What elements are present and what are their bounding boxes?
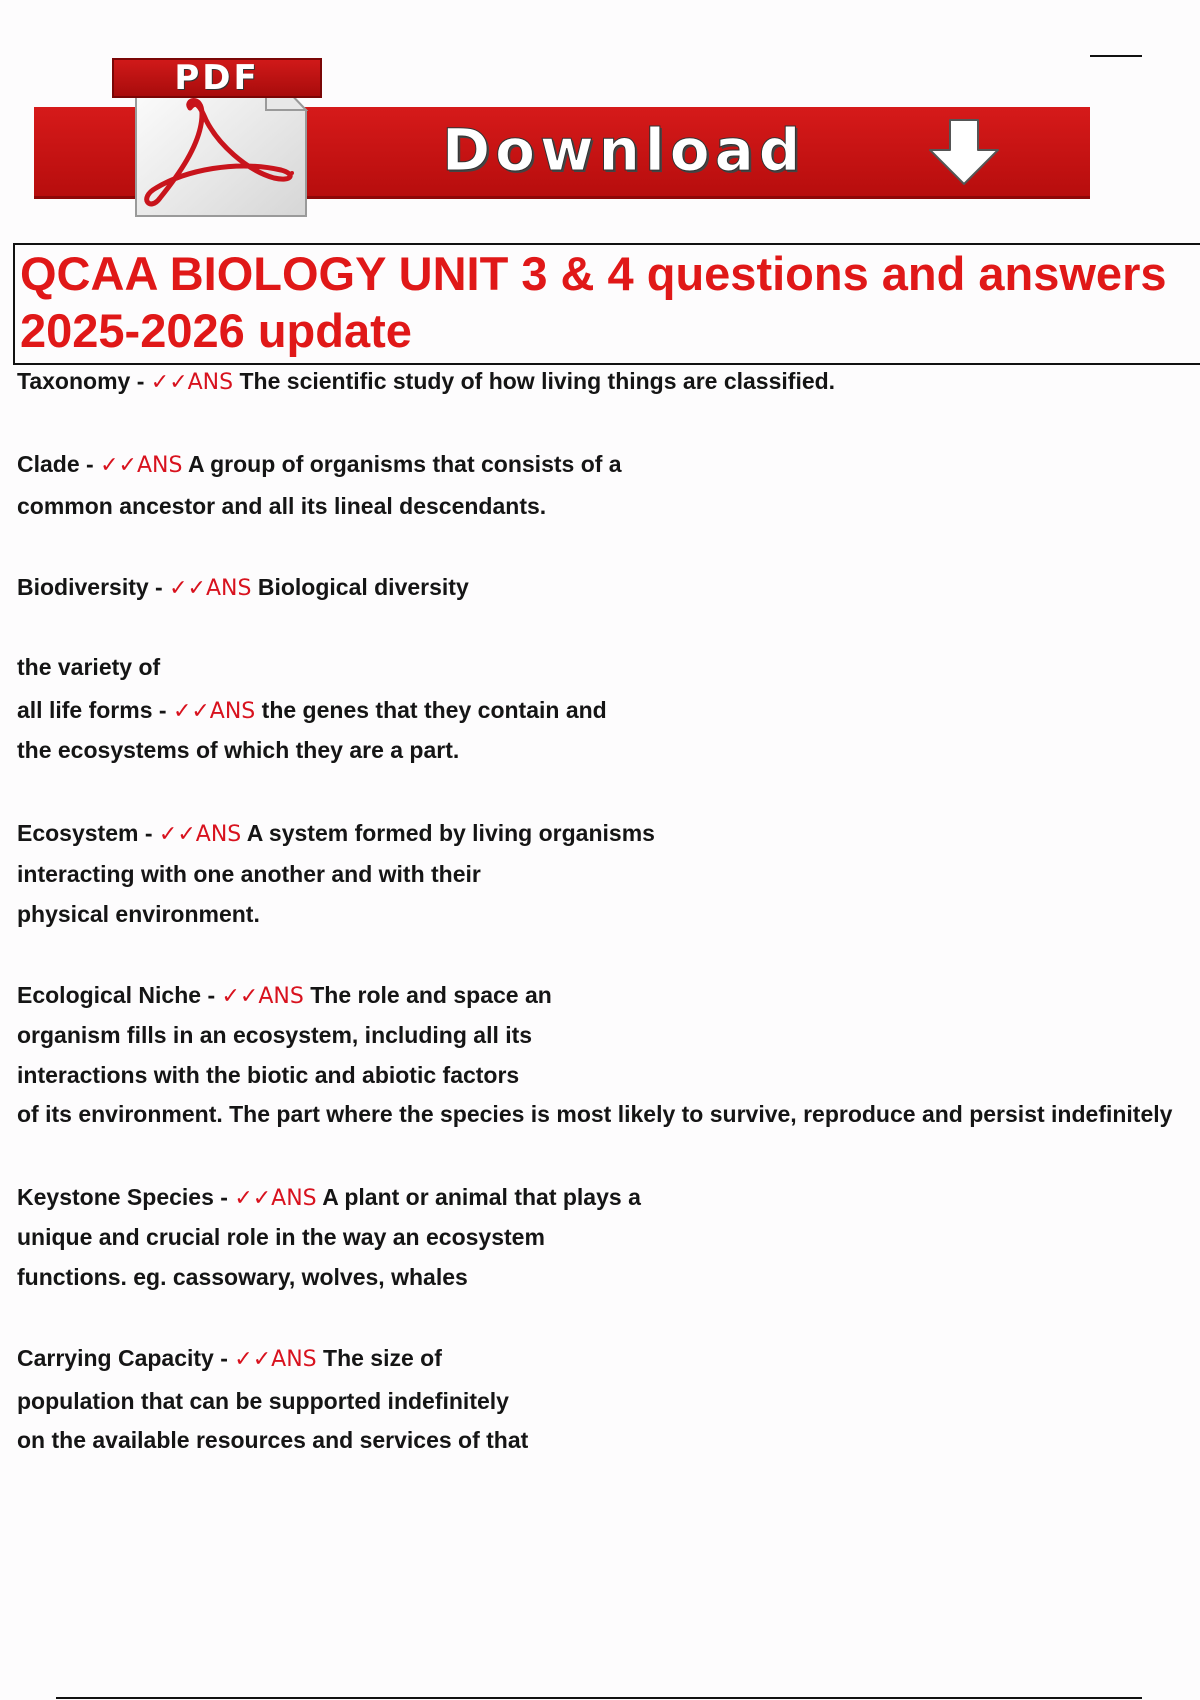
download-label[interactable]: Download [442,116,806,184]
qa-entry-carrying-capacity [17,1344,442,1374]
qa-answer-line: population that can be supported indefinitely [17,1388,509,1414]
pdf-label: PDF [112,58,322,98]
qa-answer-line: of its environment. The part where the species is most likely to survive, reproduce and persist indefinitely [17,1101,1173,1127]
qa-answer: A system formed by living organisms [241,820,655,846]
answer-marker: ✓✓ANS [169,576,252,601]
answer-marker: ✓✓ANS [221,984,304,1009]
qa-term: all life forms - [17,697,173,723]
answer-marker: ✓✓ANS [100,453,183,478]
qa-term: Clade - [17,451,101,477]
qa-answer-line: the ecosystems of which they are a part. [17,737,460,763]
document-title: QCAA BIOLOGY UNIT 3 & 4 questions and answers [20,247,1167,300]
qa-term: Ecosystem - [17,820,159,846]
qa-answer-line: on the available resources and services of that [17,1427,529,1453]
qa-answer-line: functions. eg. cassowary, wolves, whales [17,1264,468,1290]
document-subtitle: 2025-2026 update [20,304,412,357]
qa-term: Carrying Capacity - [17,1345,235,1371]
qa-answer-line: organism fills in an ecosystem, including all its [17,1022,533,1048]
qa-term: Taxonomy - [17,368,151,394]
answer-marker: ✓✓ANS [234,1347,317,1372]
answer-marker: ✓✓ANS [172,699,256,724]
qa-answer-line: interacting with one another and with their [17,861,481,887]
qa-answer: The scientific study of how living things are classified. [233,368,836,394]
qa-entry-taxonomy [17,367,835,397]
qa-term: Ecological Niche - [17,982,222,1008]
qa-answer: A group of organisms that consists of a [182,451,622,477]
answer-marker: ✓✓ANS [158,822,242,847]
document-title-box [13,243,1200,365]
qa-entry-keystone-species [17,1183,641,1213]
qa-entry-ecosystem [17,819,655,849]
top-right-rule [1090,55,1142,57]
qa-answer: Biological diversity [251,574,469,600]
pdf-download-banner[interactable] [34,40,1090,220]
qa-answer-line: interactions with the biotic and abiotic factors [17,1062,520,1088]
qa-entry-all-life-forms [17,696,607,726]
answer-marker: ✓✓ANS [150,370,234,395]
qa-answer-line: unique and crucial role in the way an ecosystem [17,1224,545,1250]
download-arrow-icon[interactable] [924,118,1004,188]
qa-answer: A plant or animal that plays a [316,1184,641,1210]
qa-entry-clade [17,450,622,480]
bottom-rule [56,1697,1142,1699]
pdf-document-icon [106,48,326,218]
answer-marker: ✓✓ANS [234,1186,317,1211]
qa-pre-line: the variety of [17,654,161,680]
qa-term: Biodiversity - [17,574,170,600]
qa-answer: the genes that they contain and [255,697,607,723]
qa-answer-line: common ancestor and all its lineal descendants. [17,493,547,519]
qa-entry-ecological-niche [17,981,552,1011]
qa-term: Keystone Species - [17,1184,235,1210]
qa-entry-biodiversity [17,573,469,603]
qa-answer-line: physical environment. [17,901,260,927]
qa-answer: The size of [316,1345,442,1371]
qa-answer: The role and space an [303,982,552,1008]
